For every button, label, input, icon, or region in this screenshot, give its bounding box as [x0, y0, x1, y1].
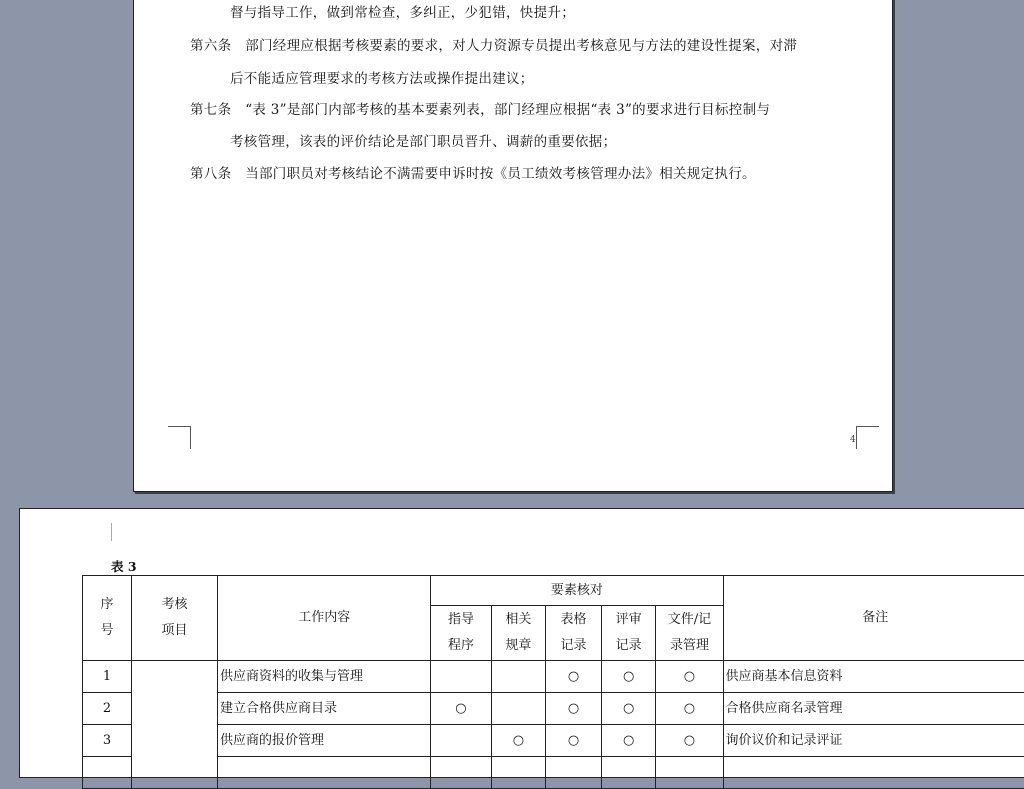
check-cell: ○ [431, 693, 491, 725]
check-cell [656, 757, 723, 789]
row-note: 询价议价和记录评证 [723, 725, 1024, 757]
article-8-line: 第八条 当部门职员对考核结论不满需要申诉时按《员工绩效考核管理办法》相关规定执行。 [190, 165, 756, 183]
check-cell: ○ [546, 693, 602, 725]
check-cell [431, 757, 491, 789]
row-content: 供应商资料的收集与管理 [218, 661, 431, 693]
article-7-line: 第七条 “表 3”是部门内部考核的基本要素列表，部门经理应根据“表 3”的要求进行目标控制与 [190, 101, 770, 119]
table-row [83, 661, 1024, 693]
row-content [218, 757, 431, 789]
document-page-4 [133, 0, 893, 492]
table-row [83, 757, 1024, 789]
header-note: 备注 [723, 576, 1024, 661]
article-6-line: 第六条 部门经理应根据考核要素的要求，对人力资源专员提出考核意见与方法的建设性提案，对滞 [190, 37, 797, 55]
check-cell: ○ [656, 661, 723, 693]
row-seq: 3 [83, 725, 132, 757]
check-cell: ○ [546, 661, 602, 693]
header-review-records: 评审 记录 [601, 606, 656, 661]
header-form-records: 表格 记录 [546, 606, 602, 661]
check-cell [491, 693, 546, 725]
header-guide-procedure: 指导 程序 [431, 606, 491, 661]
row-content: 建立合格供应商目录 [218, 693, 431, 725]
check-cell [546, 757, 602, 789]
paragraph-line: 后不能适应管理要求的考核方法或操作提出建议； [230, 70, 534, 88]
check-cell [491, 661, 546, 693]
row-note: 合格供应商名录管理 [723, 693, 1024, 725]
paragraph-line: 督与指导工作，做到常检查，多纠正，少犯错，快提升； [230, 4, 575, 22]
check-cell [601, 757, 656, 789]
header-file-management: 文件/记 录管理 [656, 606, 723, 661]
table-row [83, 725, 1024, 757]
check-cell: ○ [491, 725, 546, 757]
header-related-rules: 相关 规章 [491, 606, 546, 661]
row-seq [83, 757, 132, 789]
document-page-5 [19, 508, 1024, 778]
check-cell: ○ [601, 661, 656, 693]
check-cell: ○ [656, 725, 723, 757]
check-cell [491, 757, 546, 789]
table-caption: 表 3 [111, 557, 137, 575]
paragraph-line: 考核管理，该表的评价结论是部门职员晋升、调薪的重要依据； [230, 133, 616, 151]
header-content: 工作内容 [218, 576, 431, 661]
check-cell: ○ [601, 693, 656, 725]
table-row [83, 693, 1024, 725]
row-seq: 1 [83, 661, 132, 693]
page-number: 4 [850, 435, 856, 445]
margin-corner-mark-right [856, 426, 879, 449]
header-check-group: 要素核对 [431, 576, 723, 606]
row-seq: 2 [83, 693, 132, 725]
margin-corner-mark-left [168, 426, 191, 449]
header-item: 考核 项目 [132, 576, 218, 661]
check-cell: ○ [656, 693, 723, 725]
assessment-table [82, 575, 1024, 789]
check-cell [431, 661, 491, 693]
text-cursor [111, 523, 112, 541]
row-note: 供应商基本信息资料 [723, 661, 1024, 693]
row-content: 供应商的报价管理 [218, 725, 431, 757]
check-cell: ○ [601, 725, 656, 757]
check-cell: ○ [546, 725, 602, 757]
header-seq: 序 号 [83, 576, 132, 661]
row-item-merged [132, 661, 218, 789]
row-note [723, 757, 1024, 789]
check-cell [431, 725, 491, 757]
